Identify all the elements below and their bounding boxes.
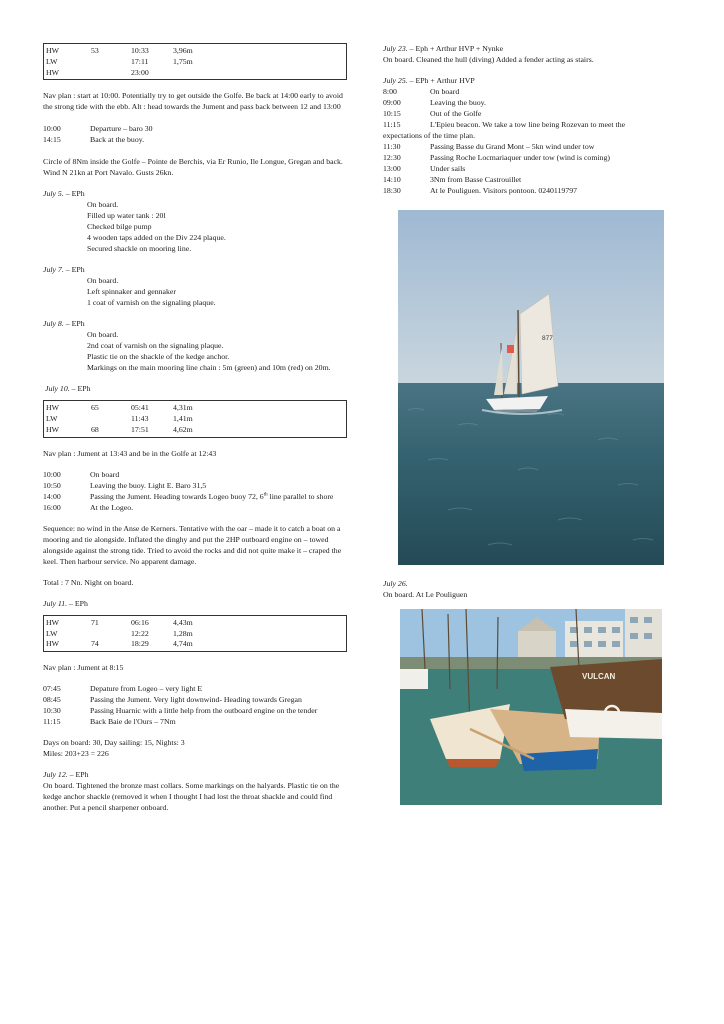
nav-plan-1: Nav plan : start at 10:00. Potentially try to get outside the Golfe. Be back at 14:00 early to avoid the strong tide with the ebb. Alt : head towards the Jument and pass back between 12 and 13:00 bbox=[43, 91, 343, 112]
entry-line: On board. bbox=[87, 276, 119, 286]
log-entry: 8:00 On board bbox=[383, 87, 460, 96]
harbour-photo-svg bbox=[400, 609, 662, 805]
log-entry: 13:00 Under sails bbox=[383, 164, 466, 173]
log-4 bbox=[383, 86, 683, 196]
log-entry: 10:50 Leaving the buoy. Light E. Baro 31,5 bbox=[43, 480, 207, 490]
log-entry: 10:00 On board bbox=[43, 469, 120, 479]
tide-table-3 bbox=[43, 615, 347, 652]
harbour-photo bbox=[400, 609, 662, 805]
july12-text: On board. Tightened the bronze mast collars. Some markings on the halyards. Plastic tie on the kedge anchor shackle (removed it when I thought I had lost the throat shackle and could find another. Put a pencil sharpener onboard. bbox=[43, 781, 340, 813]
july23-text: On board. Cleaned the hull (diving) Added a fender acting as stairs. bbox=[383, 55, 594, 64]
log-entry: 10:15 Out of the Golfe bbox=[383, 109, 482, 118]
log-1 bbox=[43, 123, 348, 145]
july7-entries bbox=[43, 275, 348, 308]
july5-entries bbox=[43, 199, 348, 254]
tide-row: HW 74 18:29 4,74m bbox=[46, 639, 193, 649]
july5-heading: July 5. – EPh bbox=[43, 189, 85, 199]
log-entry: 09:00 Leaving the buoy. bbox=[383, 98, 487, 107]
july26-block bbox=[383, 578, 683, 600]
sail-number: 877 bbox=[542, 335, 553, 342]
entry-line: 1 coat of varnish on the signaling plaque. bbox=[87, 298, 216, 308]
miles-summary: Miles: 203+23 = 226 bbox=[43, 749, 109, 759]
july7-heading: July 7. – EPh bbox=[43, 265, 85, 275]
log-entry: 10:00 Departure – baro 30 bbox=[43, 124, 153, 134]
tide-row: HW 71 06:16 4,43m bbox=[46, 617, 193, 627]
log-entry: 14:15 Back at the buoy. bbox=[43, 135, 145, 145]
entry-line: Plastic tie on the shackle of the kedge anchor. bbox=[87, 352, 230, 362]
days-summary: Days on board: 30, Day sailing: 15, Nights: 3 bbox=[43, 738, 185, 748]
tide-row: HW 53 10:33 3,96m bbox=[46, 46, 193, 55]
tide-row: HW 65 05:41 4,31m bbox=[46, 403, 193, 413]
entry-line: 4 wooden taps added on the Div 224 plaque. bbox=[87, 233, 226, 243]
log-entry: 12:30 Passing Roche Locmariaquer under tow (wind is coming) bbox=[383, 153, 610, 162]
nav-plan-3: Nav plan : Jument at 8:15 bbox=[43, 663, 124, 673]
boat-name: VULCAN bbox=[582, 672, 616, 681]
log-entry: 11:15 Back Baie de l'Ours – 7Nm bbox=[43, 717, 176, 727]
log-continuation: expectations of the time plan. bbox=[383, 131, 476, 140]
july10-heading: July 10. – EPh bbox=[45, 384, 91, 394]
log-entry: 18:30 At le Pouliguen. Visitors pontoon. 0240119797 bbox=[383, 186, 578, 195]
july8-heading: July 8. – EPh bbox=[43, 319, 85, 329]
tide-table-1 bbox=[43, 43, 347, 80]
nav-plan-2: Nav plan : Jument at 13:43 and be in the Golfe at 12:43 bbox=[43, 448, 217, 458]
log-entry: 14:00 Passing the Jument. Heading towards Logeo buoy 72, 6th line parallel to shore bbox=[43, 491, 334, 501]
right-column bbox=[383, 43, 683, 196]
july12-heading: July 12. – EPh bbox=[43, 770, 89, 780]
sequence-note: Sequence: no wind in the Anse de Kerners. Tentative with the oar – made it to catch a boat on a mooring and tie alongside. Inflated the dinghy and put the 2HP outboard engine on – towed alongside against the strong tide. Tried to avoid the rocks and did not quite make it – craped the keel. Then harbour service. No apparent damage. bbox=[43, 523, 342, 566]
sailboat-photo bbox=[398, 210, 664, 565]
entry-line: Markings on the main mooring line chain : 5m (green) and 10m (red) on 20m. bbox=[87, 363, 331, 373]
circle-note: Circle of 8Nm inside the Golfe – Pointe de Berchis, via Er Runio, Ile Longue, Gregan and back. Wind N 21kn at Port Navalo. Gusts 26kn. bbox=[43, 157, 343, 178]
flag bbox=[507, 345, 514, 353]
entry-line: On board. bbox=[87, 330, 119, 340]
entry-line: Secured shackle on mooring line. bbox=[87, 244, 192, 254]
tide-row: HW 68 17:51 4,62m bbox=[46, 424, 193, 434]
log-entry: 14:10 3Nm from Basse Castrouillet bbox=[383, 175, 522, 184]
july26-heading: July 26. bbox=[383, 579, 408, 588]
entry-line: On board. bbox=[87, 200, 119, 210]
july25-heading: July 25. – EPh + Arthur HVP bbox=[383, 76, 475, 85]
log-entry: 08:45 Passing the Jument. Very light downwind- Heading towards Gregan bbox=[43, 695, 302, 705]
log-2 bbox=[43, 469, 348, 513]
log-entry: 16:00 At the Logeo. bbox=[43, 502, 134, 512]
tide-row: LW 17:11 1,75m bbox=[46, 56, 193, 66]
log-entry: 07:45 Depature from Logeo – very light E bbox=[43, 684, 203, 694]
july8-entries bbox=[43, 329, 348, 373]
log-3 bbox=[43, 683, 348, 727]
left-column bbox=[43, 43, 348, 813]
july26-text: On board. At Le Pouliguen bbox=[383, 590, 468, 599]
sailboat-photo-svg bbox=[398, 210, 664, 565]
entry-line: Left spinnaker and gennaker bbox=[87, 287, 176, 297]
entry-line: 2nd coat of varnish on the signaling plaque. bbox=[87, 341, 224, 351]
log-entry: 10:30 Passing Huarnic with a little help from the outboard engine on the tender bbox=[43, 706, 318, 716]
tide-table-2 bbox=[43, 400, 347, 437]
tide-row: LW 11:43 1,41m bbox=[46, 414, 193, 424]
log-entry: 11:30 Passing Basse du Grand Mont – 5kn wind under tow bbox=[383, 142, 595, 151]
july11-heading: July 11. – EPh bbox=[43, 598, 88, 608]
july23-heading: July 23. – Eph + Arthur HVP + Nynke bbox=[383, 44, 504, 53]
tide-row: HW 23:00 bbox=[46, 67, 149, 77]
total-note: Total : 7 Nn. Night on board. bbox=[43, 577, 134, 587]
entry-line: Filled up water tank : 20l bbox=[87, 211, 166, 221]
log-entry: 11:15 L'Epieu beacon. We take a tow line being Rozevan to meet the bbox=[383, 120, 626, 129]
entry-line: Checked bilge pump bbox=[87, 222, 152, 232]
tide-row: LW 12:22 1,28m bbox=[46, 628, 193, 638]
